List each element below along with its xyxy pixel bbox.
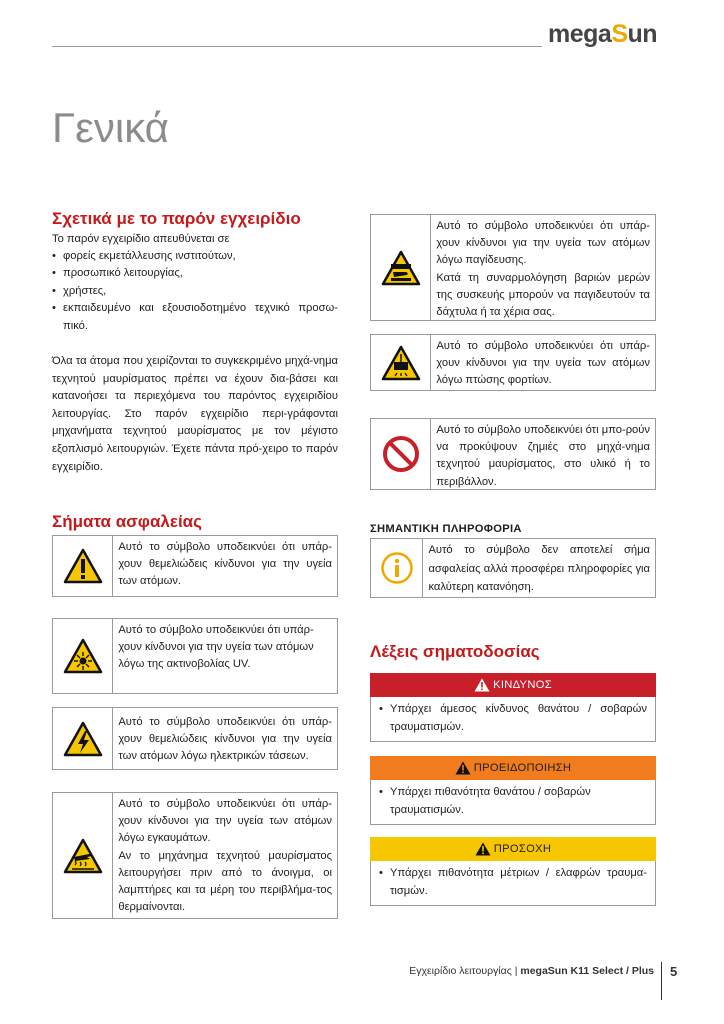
general-warning-icon bbox=[53, 536, 113, 596]
safety-heading: Σήματα ασφαλείας bbox=[52, 512, 202, 531]
signal-body bbox=[370, 861, 656, 906]
safety-box-text: Αυτό το σύμβολο υποδεικνύει ότι υπάρ-χουν κίνδυνοι για την υγεία των ατόμων λόγω πτώσης φορτίων. bbox=[436, 340, 650, 387]
safety-box-text: Αυτό το σύμβολο υποδεικνύει ότι υπάρ-χουν θεμελιώδεις κίνδυνοι για την υγεία των ατόμων λόγω ηλεκτρικών τάσεων. bbox=[118, 716, 332, 763]
uv-radiation-icon bbox=[53, 619, 113, 693]
signal-body bbox=[370, 780, 656, 825]
signal-label-text: ΠΡΟΕΙΔΟΠΟΙΗΣΗ bbox=[473, 762, 572, 774]
warning-triangle-icon bbox=[474, 678, 490, 692]
header-rule bbox=[52, 46, 542, 47]
warning-triangle-icon bbox=[475, 842, 491, 856]
info-icon bbox=[371, 539, 423, 597]
about-heading: Σχετικά με το παρόν εγχειρίδιο bbox=[52, 209, 301, 228]
safety-box-electric bbox=[52, 707, 338, 770]
safety-box-hot bbox=[52, 792, 338, 919]
safety-box-text: Αυτό το σύμβολο υποδεικνύει ότι υπάρ-χουν θεμελιώδεις κίνδυνοι για την υγεία των ατόμων. bbox=[118, 541, 332, 588]
safety-box-falling-load bbox=[370, 334, 656, 391]
safety-box-text: Αυτό το σύμβολο υποδεικνύει ότι υπάρ-χουν κίνδυνοι για την υγεία των ατόμων λόγω εγκαυμάτων. Αν το μηχάνημα τεχνητού μαυρίσματος λειτουργήσει πριν από το άνοιγμα, οι λαμπτήρες και τα μέρη του περιβλήμα-τος θερμαίνονται. bbox=[118, 798, 332, 914]
falling-load-icon bbox=[371, 335, 431, 390]
signal-label-danger bbox=[370, 673, 656, 697]
about-intro: Το παρόν εγχειρίδιο απευθύνεται σε bbox=[52, 233, 230, 245]
signal-words-heading: Λέξεις σηματοδοσίας bbox=[370, 642, 540, 661]
important-heading: ΣΗΜΑΝΤΙΚΗ ΠΛΗΡΟΦΟΡΙΑ bbox=[370, 523, 522, 535]
important-text: Αυτό το σύμβολο δεν αποτελεί σήμα ασφαλείας αλλά προσφέρει πληροφορίες για καλύτερη κατανόηση. bbox=[428, 544, 650, 593]
warning-triangle-icon bbox=[455, 761, 471, 775]
signal-word-caution bbox=[370, 837, 656, 906]
safety-box-text: Αυτό το σύμβολο υποδεικνύει ότι μπο-ρούν να προκύψουν ζημιές στο μηχά-νημα τεχνητού μαυρίσματος, στο υλικό ή το περιβάλλον. bbox=[436, 424, 650, 488]
list-item: • προσωπικό λειτουργίας, bbox=[52, 265, 338, 283]
list-item: • φορείς εκμετάλλευσης ινστιτούτων, bbox=[52, 248, 338, 266]
signal-label-warning bbox=[370, 756, 656, 780]
safety-box-prohibition bbox=[370, 418, 656, 490]
about-section bbox=[52, 209, 338, 476]
about-paragraph: Όλα τα άτομα που χειρίζονται το συγκεκριμένο μηχά-νημα τεχνητού μαυρίσματος πρέπει να έχουν δια-βάσει και κατανοήσει τα περιεχόμενα του παρόντος εγχειριδίου λειτουργίας. Στο παρόν εγχειρίδιο περι-γράφονται μηχανήματα τεχνητού μαυρίσματος με τον μέγιστο εξοπλισμό λειτουργιών. Έχετε πάντα πρό-χειρο το παρόν εγχειρίδιο. bbox=[52, 355, 338, 473]
signal-label-text: ΚΙΝΔΥΝΟΣ bbox=[493, 679, 552, 691]
footer-product: megaSun K11 Select / Plus bbox=[520, 965, 654, 977]
signal-label-text: ΠΡΟΣΟΧΗ bbox=[493, 843, 552, 855]
list-item: • εκπαιδευμένο και εξουσιοδοτημένο τεχνικό προσω-πικό. bbox=[52, 300, 338, 335]
safety-box-uv bbox=[52, 618, 338, 694]
list-item: • χρήστες, bbox=[52, 283, 338, 301]
signal-body bbox=[370, 697, 656, 742]
page-number: 5 bbox=[670, 964, 678, 979]
footer-divider bbox=[661, 962, 662, 1000]
hand-crush-icon bbox=[371, 215, 431, 320]
signal-word-warning bbox=[370, 756, 656, 825]
electric-voltage-icon bbox=[53, 708, 113, 769]
footer-manual: Εγχειρίδιο λειτουργίας | bbox=[409, 965, 521, 977]
signal-label-caution bbox=[370, 837, 656, 861]
list-item: • Υπάρχει άμεσος κίνδυνος θανάτου / σοβαρών τραυματισμών. bbox=[379, 701, 647, 736]
safety-box-text: Αυτό το σύμβολο υποδεικνύει ότι υπάρ-χουν κίνδυνοι για την υγεία των ατόμων λόγω παγίδευσης. Κατά τη συναρμολόγηση βαριών μερών της συσκευής μπορούν να παγιδευτούν τα δάχτυλα ή τα χέρια σας. bbox=[436, 220, 650, 319]
list-item: • Υπάρχει πιθανότητα μέτριων / ελαφρών τραυμα-τισμών. bbox=[379, 865, 647, 900]
page-title: Γενικά bbox=[52, 104, 169, 151]
footer-text bbox=[409, 965, 654, 977]
audience-list bbox=[52, 248, 338, 336]
safety-box-general bbox=[52, 535, 338, 597]
megasun-logo: megaSun bbox=[548, 20, 658, 48]
important-box bbox=[370, 538, 656, 598]
safety-box-crush bbox=[370, 214, 656, 321]
prohibition-icon bbox=[371, 419, 431, 489]
hot-surface-icon bbox=[53, 793, 113, 918]
signal-word-danger bbox=[370, 673, 656, 742]
safety-box-text: Αυτό το σύμβολο υποδεικνύει ότι υπάρ-χουν κίνδυνοι για την υγεία των ατόμων λόγω της ακτινοβολίας UV. bbox=[118, 624, 314, 671]
list-item: • Υπάρχει πιθανότητα θανάτου / σοβαρών τραυματισμών. bbox=[379, 784, 647, 819]
